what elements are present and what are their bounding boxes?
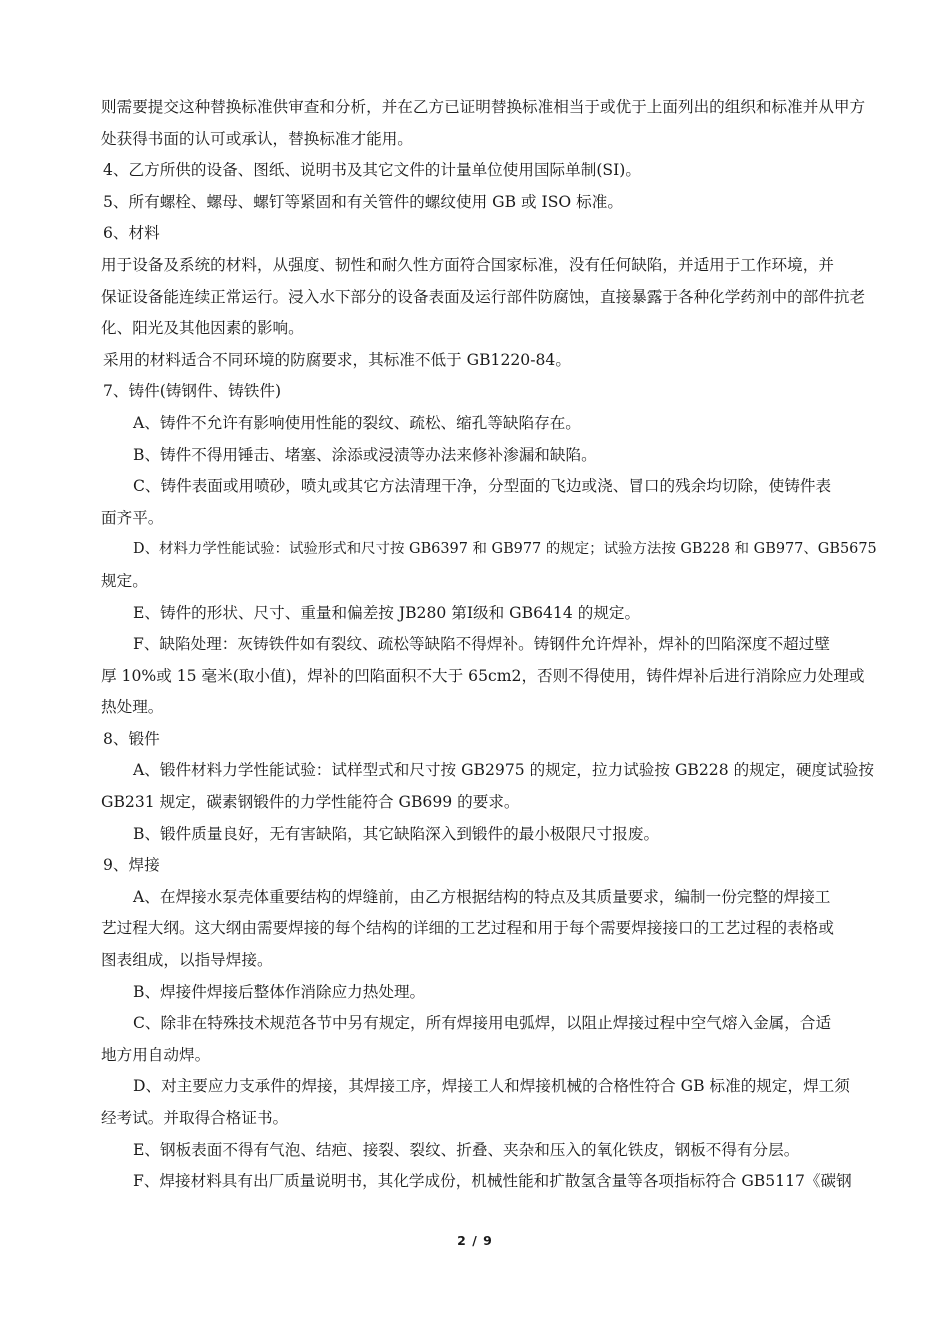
text-line: 用于设备及系统的材料，从强度、韧性和耐久性方面符合国家标准，没有任何缺陷，并适用于工作环境，并 — [101, 255, 834, 274]
text-line: B、焊接件焊接后整体作消除应力热处理。 — [133, 982, 426, 1001]
text-line: 采用的材料适合不同环境的防腐要求，其标准不低于 GB1220-84。 — [103, 350, 571, 369]
text-line: 艺过程大纲。这大纲由需要焊接的每个结构的详细的工艺过程和用于每个需要焊接接口的工艺过程的表格或 — [101, 919, 834, 938]
text-line: B、锻件质量良好，无有害缺陷，其它缺陷深入到锻件的最小极限尺寸报废。 — [133, 824, 660, 843]
text-line: F、焊接材料具有出厂质量说明书，其化学成份，机械性能和扩散氢含量等各项指标符合 GB5117《碳钢 — [133, 1172, 852, 1191]
text-line: 则需要提交这种替换标准供审查和分析，并在乙方已证明替换标准相当于或优于上面列出的组织和标准并从甲方 — [101, 98, 866, 116]
text-line: A、铸件不允许有影响使用性能的裂纹、疏松、缩孔等缺陷存在。 — [133, 413, 581, 432]
text-line: 4、乙方所供的设备、图纸、说明书及其它文件的计量单位使用国际单制(SI)。 — [103, 161, 641, 180]
text-line: 图表组成，以指导焊接。 — [101, 951, 273, 970]
text-line: B、铸件不得用锤击、堵塞、涂添或浸渍等办法来修补渗漏和缺陷。 — [133, 445, 597, 464]
text-line: 面齐平。 — [101, 508, 164, 527]
text-line: 热处理。 — [101, 698, 164, 717]
text-line: 9、焊接 — [103, 856, 160, 875]
text-line: 规定。 — [101, 571, 148, 590]
text-line: A、在焊接水泵壳体重要结构的焊缝前，由乙方根据结构的特点及其质量要求，编制一份完整的焊接工 — [133, 887, 831, 906]
text-line: 厚 10%或 15 毫米(取小值)，焊补的凹陷面积不大于 65cm2，否则不得使用，铸件焊补后进行消除应力处理或 — [101, 666, 865, 685]
text-line: D、对主要应力支承件的焊接，其焊接工序，焊接工人和焊接机械的合格性符合 GB 标准的规定，焊工须 — [133, 1077, 850, 1096]
text-line: GB231 规定，碳素钢锻件的力学性能符合 GB699 的要求。 — [101, 793, 520, 812]
text-line: E、钢板表面不得有气泡、结疤、接裂、裂纹、折叠、夹杂和压入的氧化铁皮，钢板不得有分层。 — [133, 1140, 800, 1159]
text-line: C、铸件表面或用喷砂，喷丸或其它方法清理干净，分型面的飞边或浇、冒口的残余均切除，使铸件表 — [133, 477, 832, 496]
text-line: 6、材料 — [103, 224, 160, 243]
text-line: F、缺陷处理：灰铸铁件如有裂纹、疏松等缺陷不得焊补。铸钢件允许焊补，焊补的凹陷深度不超过壁 — [133, 635, 830, 654]
text-line: 处获得书面的认可或承认，替换标准才能用。 — [101, 129, 413, 148]
text-line: 8、锻件 — [103, 729, 160, 748]
text-line: 经考试。并取得合格证书。 — [101, 1109, 289, 1127]
text-line: D、材料力学性能试验：试验形式和尺寸按 GB6397 和 GB977 的规定；试验方法按 GB228 和 GB977、GB5675 — [133, 541, 877, 558]
text-line: A、锻件材料力学性能试验：试样型式和尺寸按 GB2975 的规定，拉力试验按 GB228 的规定，硬度试验按 — [133, 761, 874, 780]
text-line: E、铸件的形状、尺寸、重量和偏差按 JB280 第Ⅰ级和 GB6414 的规定。 — [133, 603, 641, 622]
text-line: 化、阳光及其他因素的影响。 — [101, 319, 304, 338]
text-line: 保证设备能连续正常运行。浸入水下部分的设备表面及运行部件防腐蚀，直接暴露于各种化学药剂中的部件抗老 — [101, 287, 866, 306]
text-line: 地方用自动焊。 — [101, 1045, 211, 1064]
text-line: C、除非在特殊技术规范各节中另有规定，所有焊接用电弧焊，以阻止焊接过程中空气熔入金属，合适 — [133, 1014, 832, 1033]
document-body — [101, 92, 881, 1198]
text-line: 5、所有螺栓、螺母、螺钉等紧固和有关管件的螺纹使用 GB 或 ISO 标准。 — [103, 192, 623, 211]
text-line: 7、铸件(铸钢件、铸铁件) — [103, 382, 282, 401]
page-number: 2 / 9 — [457, 1233, 493, 1248]
